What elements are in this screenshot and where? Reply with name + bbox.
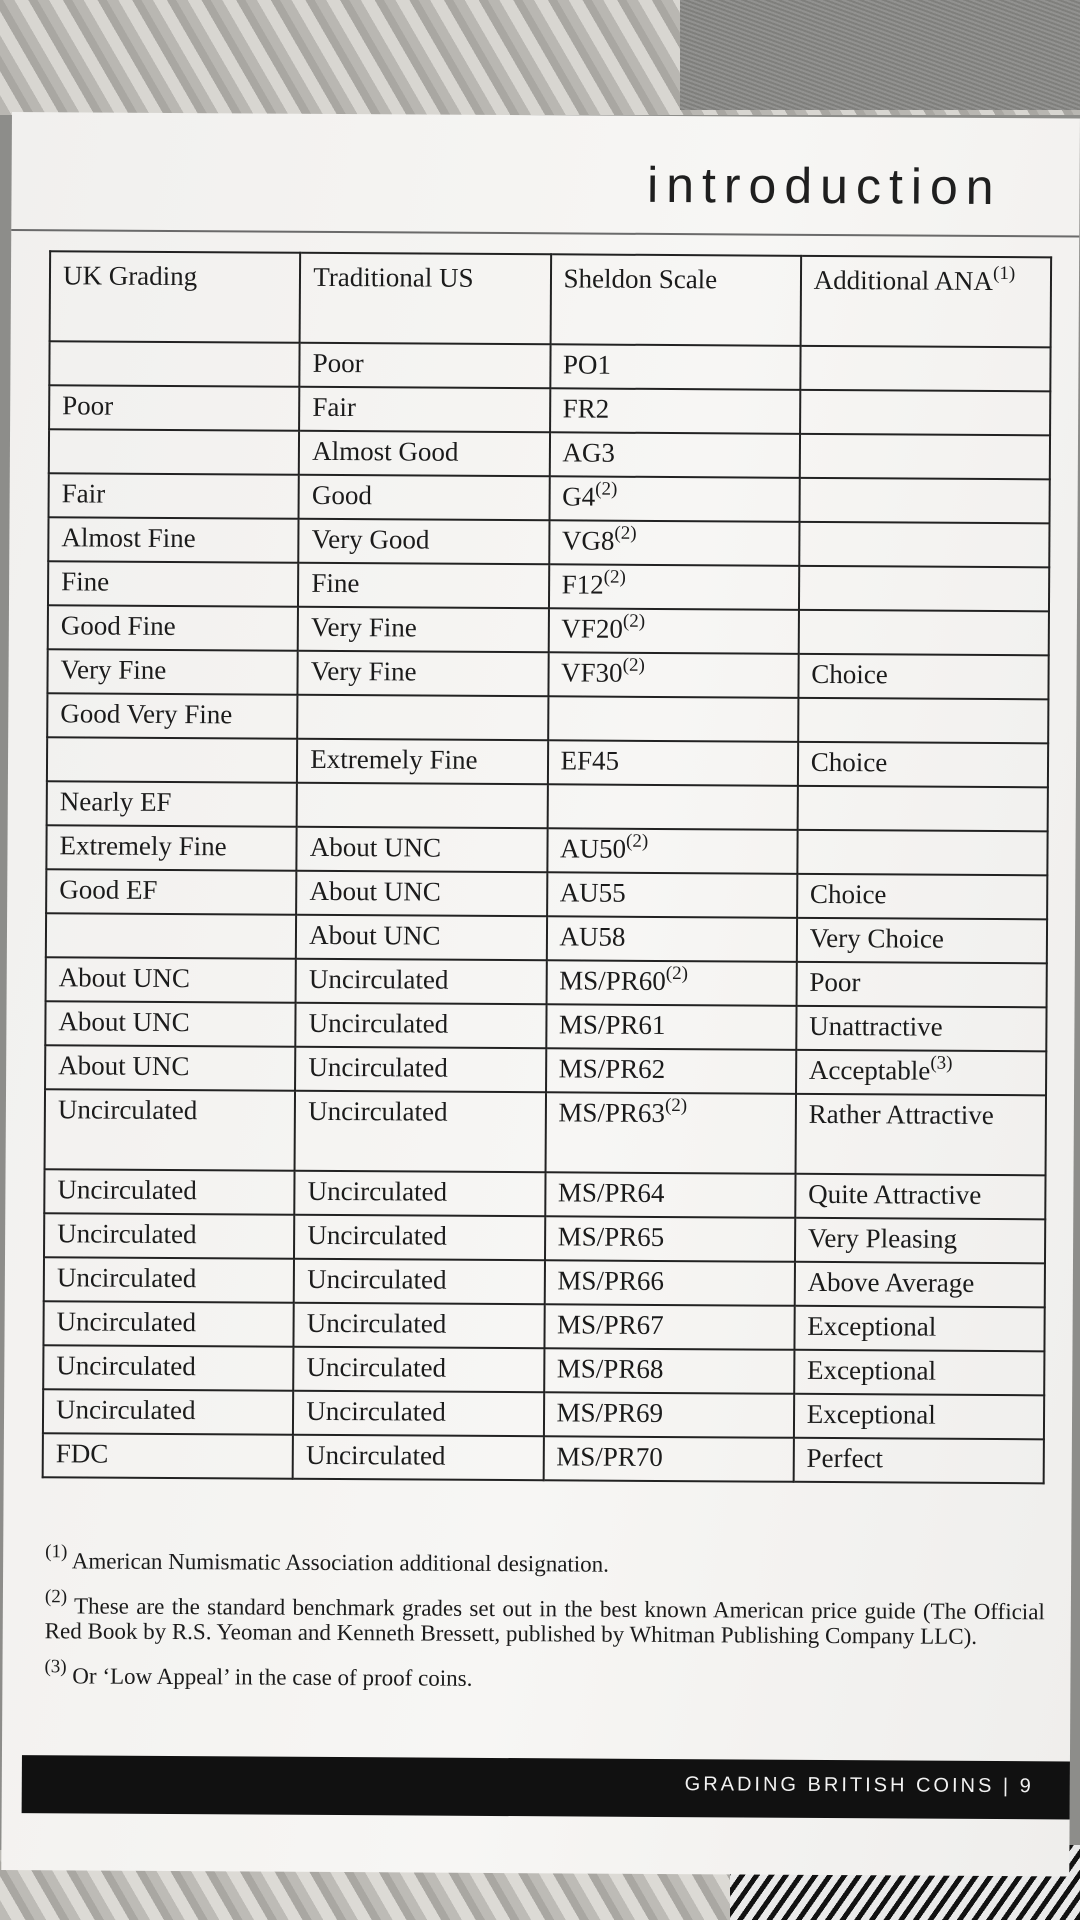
cell-uk-grading: Uncirculated [44,1257,295,1303]
table-row [43,1433,1044,1483]
cell-uk-grading [49,429,300,475]
cell-traditional-us: Uncirculated [294,1259,545,1305]
footnote-1: $^{(1)}$ American Numismatic Association additional designation. [45,1541,610,1577]
footnote-ref: (2) [595,478,618,500]
footnote-3: $^{(3)}$ Or ‘Low Appeal’ in the case of proof coins. [44,1656,473,1691]
cell-additional-ana: Choice [797,874,1048,920]
cell-traditional-us: Very Fine [298,607,549,653]
cell-additional-ana [797,830,1048,876]
cell-uk-grading: Good Fine [48,605,299,651]
cell-sheldon-scale: MS/PR66 [544,1260,795,1306]
cell-uk-grading: About UNC [45,1001,296,1047]
table-row [46,957,1047,1007]
cell-sheldon-scale: EF45 [547,740,798,786]
background-surface-top-right [680,0,1080,110]
cell-additional-ana [799,522,1050,568]
cell-additional-ana [800,346,1051,392]
table-row [49,473,1050,523]
cell-uk-grading [47,737,298,783]
cell-uk-grading: Uncirculated [43,1345,294,1391]
footnote-2: $^{(2)}$ These are the standard benchmark grades set out in the best known American price guide (The Official Red Book by R.S. Yeoman and Kenneth Bressett, published by Whitman Publishing Company LLC). [44,1586,1045,1649]
cell-traditional-us: Uncirculated [296,1003,547,1049]
footnote-ref: (2) [603,566,626,588]
cell-sheldon-scale: AU55 [547,872,798,918]
table-row [44,1257,1045,1307]
footnote-ref: (3) [930,1052,953,1074]
book-page [1,112,1080,1876]
cell-sheldon-scale: VF30$^{(2)}$ [548,652,799,698]
cell-sheldon-scale: MS/PR63$^{(2)}$ [545,1092,796,1174]
header-sheldon-scale: Sheldon Scale [550,254,801,346]
header-traditional-us: Traditional US [300,253,551,345]
cell-traditional-us [297,695,548,741]
table-row [49,385,1050,435]
cell-uk-grading: Uncirculated [43,1389,294,1435]
cell-traditional-us: Uncirculated [294,1215,545,1261]
cell-uk-grading: Very Fine [47,649,298,695]
footnote-ref: (2) [622,654,645,676]
cell-traditional-us: About UNC [296,871,547,917]
cell-sheldon-scale: MS/PR62 [546,1048,797,1094]
table-row [48,561,1049,611]
cell-uk-grading: Uncirculated [44,1213,295,1259]
cell-sheldon-scale: VG8$^{(2)}$ [549,520,800,566]
cell-sheldon-scale: PO1 [550,344,801,390]
cell-traditional-us: About UNC [296,915,547,961]
cell-sheldon-scale: VF20$^{(2)}$ [548,608,799,654]
cell-traditional-us: Extremely Fine [297,739,548,785]
cell-additional-ana [797,786,1048,832]
header-additional-ana: Additional ANA$^{(1)}$ [800,256,1051,348]
footnote-ref: (2) [625,830,649,852]
table-row [45,1001,1046,1051]
cell-traditional-us: Good [299,475,550,521]
cell-additional-ana: Perfect [793,1438,1044,1484]
page-footer-bar [22,1755,1070,1819]
cell-additional-ana: Above Average [794,1262,1045,1308]
cell-additional-ana: Choice [798,742,1049,788]
cell-uk-grading: About UNC [45,1045,296,1091]
cell-sheldon-scale: MS/PR67 [544,1304,795,1350]
table-row [49,341,1050,391]
footnote-ref: (1) [992,262,1016,285]
cell-sheldon-scale: AG3 [549,432,800,478]
cell-traditional-us: Uncirculated [296,959,547,1005]
cell-traditional-us: Uncirculated [295,1047,546,1093]
cell-additional-ana: Choice [798,654,1049,700]
cell-traditional-us: Uncirculated [293,1435,544,1481]
cell-uk-grading: Uncirculated [45,1089,296,1171]
cell-additional-ana: Exceptional [794,1306,1045,1352]
page-title: introduction [646,156,1002,216]
cell-sheldon-scale: MS/PR64 [545,1172,796,1218]
cell-traditional-us: Uncirculated [294,1303,545,1349]
cell-sheldon-scale: MS/PR70 [543,1436,794,1482]
table-row [49,429,1050,479]
cell-additional-ana [800,390,1051,436]
cell-traditional-us: Fine [298,563,549,609]
cell-additional-ana: Quite Attractive [795,1174,1046,1220]
cell-additional-ana: Rather Attractive [795,1094,1046,1176]
cell-uk-grading: Nearly EF [47,781,298,827]
cell-uk-grading: Fine [48,561,299,607]
table-header-row [50,251,1052,347]
running-footer: GRADING BRITISH COINS | 9 [684,1773,1034,1798]
cell-uk-grading: Extremely Fine [46,825,297,871]
header-uk-grading: UK Grading [50,251,301,343]
table-row [46,825,1047,875]
table-row [46,869,1047,919]
cell-additional-ana: Exceptional [794,1394,1045,1440]
table-row [43,1301,1044,1351]
cell-sheldon-scale: MS/PR61 [546,1004,797,1050]
table-row [44,1213,1045,1263]
cell-uk-grading: Uncirculated [44,1169,295,1215]
cell-sheldon-scale: MS/PR65 [544,1216,795,1262]
cell-additional-ana [798,698,1049,744]
cell-traditional-us: Uncirculated [293,1391,544,1437]
cell-uk-grading: Fair [49,473,300,519]
cell-additional-ana [799,566,1050,612]
cell-additional-ana: Unattractive [796,1006,1047,1052]
cell-traditional-us: Fair [299,387,550,433]
table-row [48,605,1049,655]
cell-sheldon-scale: AU50$^{(2)}$ [547,828,798,874]
cell-uk-grading: Almost Fine [48,517,299,563]
cell-traditional-us: About UNC [297,827,548,873]
footnote-ref: (2) [622,610,646,632]
table-row [46,913,1047,963]
footnote-ref: (2) [664,1095,688,1117]
table-row [45,1089,1046,1175]
footnotes [44,1541,1045,1714]
header-divider [11,229,1079,238]
cell-traditional-us: Very Good [299,519,550,565]
cell-additional-ana: Exceptional [794,1350,1045,1396]
cell-additional-ana [798,610,1049,656]
cell-sheldon-scale [547,784,798,830]
table-row [43,1345,1044,1395]
cell-traditional-us: Uncirculated [293,1347,544,1393]
cell-uk-grading [49,341,300,387]
cell-additional-ana [799,478,1050,524]
cell-traditional-us: Poor [300,343,551,389]
cell-additional-ana: Poor [796,962,1047,1008]
cell-sheldon-scale: G4$^{(2)}$ [549,476,800,522]
cell-sheldon-scale: AU58 [546,916,797,962]
cell-additional-ana: Very Choice [797,918,1048,964]
cell-sheldon-scale: FR2 [550,388,801,434]
table-row [47,737,1048,787]
cell-traditional-us: Almost Good [299,431,550,477]
cell-sheldon-scale: MS/PR60$^{(2)}$ [546,960,797,1006]
cell-additional-ana: Acceptable$^{(3)}$ [796,1050,1047,1096]
table-row [45,1045,1046,1095]
cell-additional-ana [800,434,1051,480]
cell-additional-ana: Very Pleasing [795,1218,1046,1264]
table-row [47,693,1048,743]
footnote-ref: (2) [665,963,689,985]
cell-sheldon-scale: MS/PR69 [543,1392,794,1438]
cell-sheldon-scale: MS/PR68 [544,1348,795,1394]
cell-sheldon-scale [548,696,799,742]
cell-uk-grading [46,913,297,959]
cell-traditional-us: Uncirculated [295,1171,546,1217]
cell-traditional-us [297,783,548,829]
cell-traditional-us: Uncirculated [295,1091,546,1173]
cell-uk-grading: Poor [49,385,300,431]
footnote-ref: (2) [614,522,637,544]
cell-uk-grading: FDC [43,1433,294,1479]
cell-uk-grading: About UNC [46,957,297,1003]
cell-uk-grading: Good Very Fine [47,693,298,739]
table-row [48,517,1049,567]
cell-traditional-us: Very Fine [298,651,549,697]
table-row [47,781,1048,831]
table-row [44,1169,1045,1219]
table-row [47,649,1048,699]
cell-uk-grading: Good EF [46,869,297,915]
cell-uk-grading: Uncirculated [43,1301,294,1347]
grading-table [42,250,1052,1484]
cell-sheldon-scale: F12$^{(2)}$ [548,564,799,610]
table-row [43,1389,1044,1439]
